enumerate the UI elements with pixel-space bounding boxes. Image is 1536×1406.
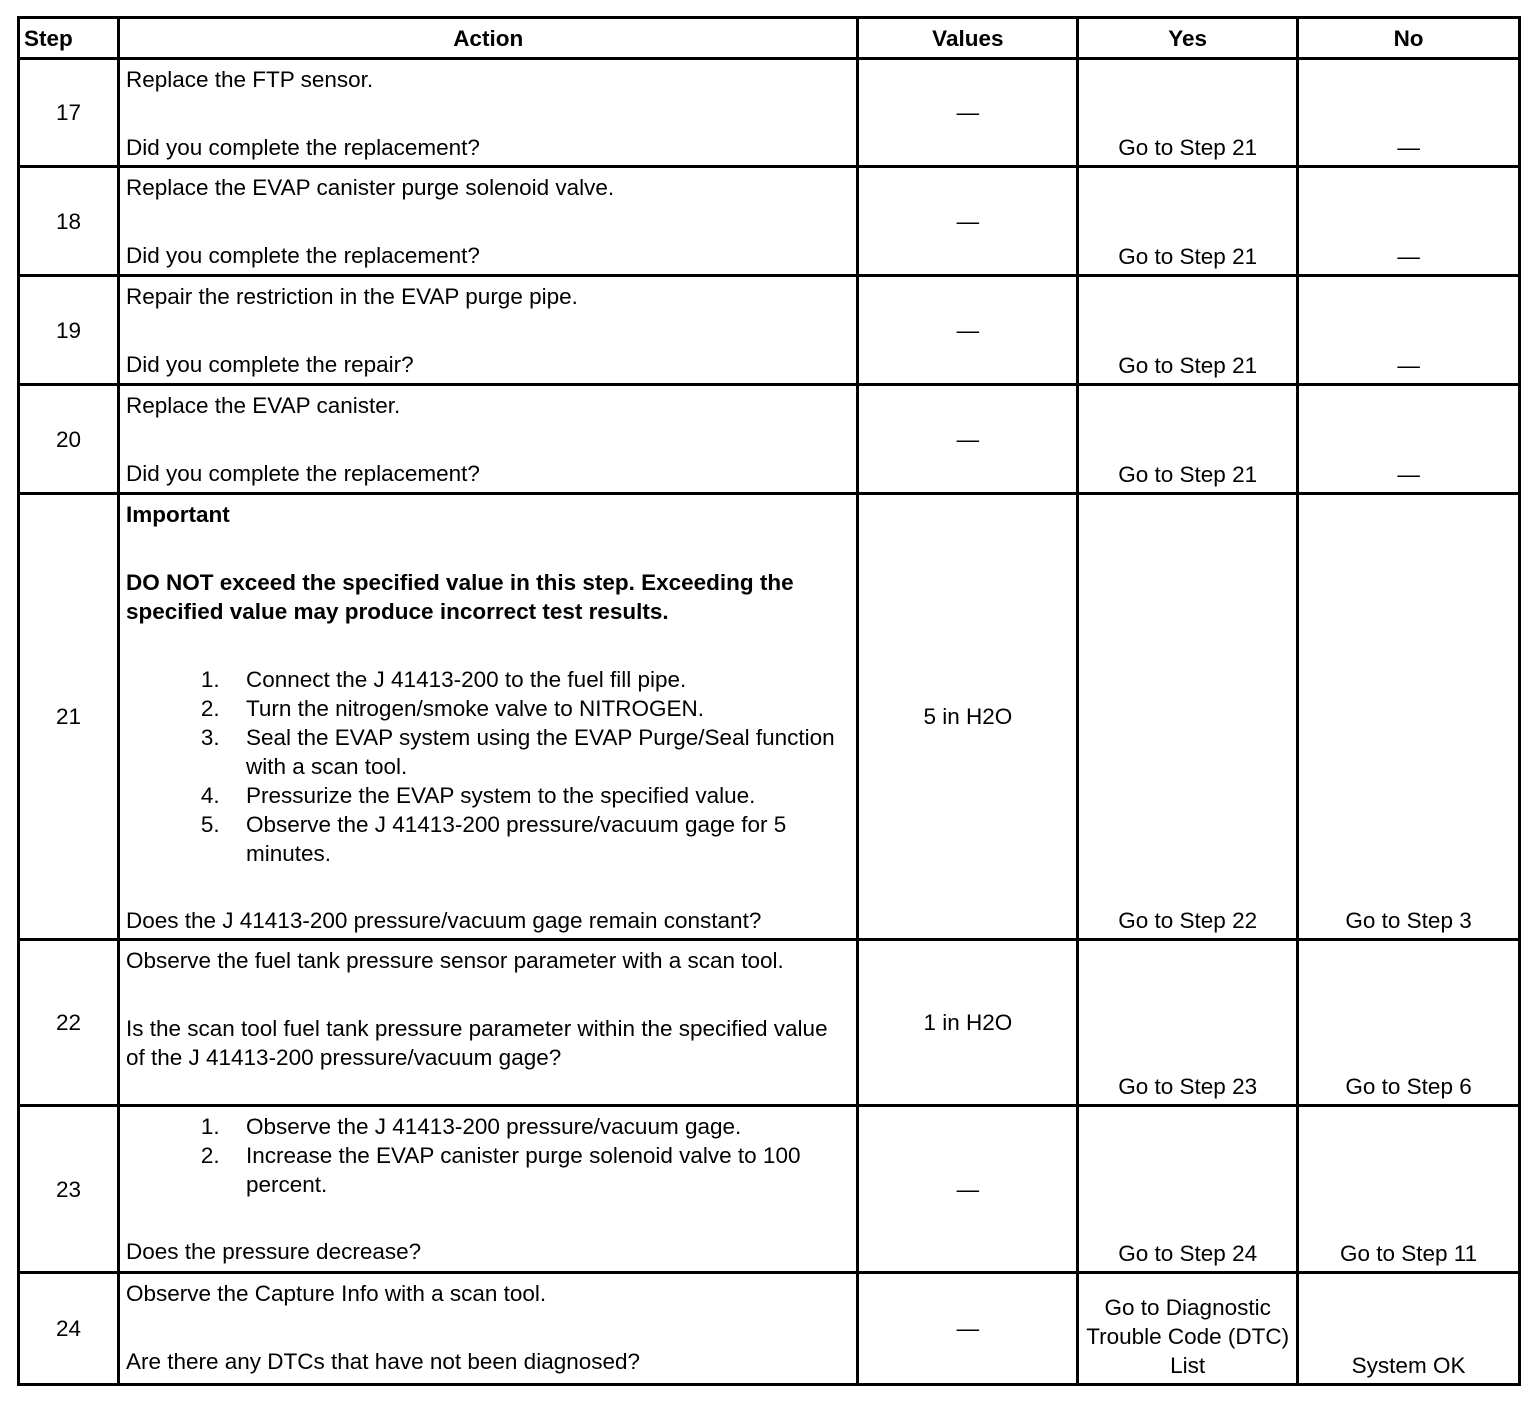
values-cell: — [858, 385, 1078, 494]
yes-cell: Go to Diagnostic Trouble Code (DTC) List [1078, 1273, 1298, 1385]
yes-cell: Go to Step 23 [1078, 940, 1298, 1106]
procedure-step: 3. Seal the EVAP system using the EVAP Purge/Seal function with a scan tool. [226, 723, 850, 781]
action-cell [118, 1273, 857, 1385]
table-row [19, 167, 1520, 276]
no-cell: Go to Step 3 [1298, 494, 1520, 940]
question-text: Are there any DTCs that have not been diagnosed? [125, 1349, 641, 1374]
procedure-step: 1. Observe the J 41413-200 pressure/vacuum gage. [226, 1112, 850, 1141]
procedure-step: 2. Turn the nitrogen/smoke valve to NITROGEN. [226, 694, 850, 723]
values-cell: 1 in H2O [858, 940, 1078, 1106]
values-cell: — [858, 1273, 1078, 1385]
yes-cell: Go to Step 21 [1078, 59, 1298, 167]
header-yes: Yes [1078, 18, 1298, 59]
values-cell: — [858, 276, 1078, 385]
table-row [19, 59, 1520, 167]
step-number: 19 [19, 276, 119, 385]
procedure-list [126, 1112, 850, 1199]
action-text: Observe the fuel tank pressure sensor parameter with a scan tool. [125, 948, 784, 973]
action-text: Repair the restriction in the EVAP purge pipe. [125, 284, 578, 309]
values-cell: — [858, 59, 1078, 167]
procedure-step: 4. Pressurize the EVAP system to the specified value. [226, 781, 850, 810]
no-cell: — [1298, 276, 1520, 385]
table-row [19, 276, 1520, 385]
action-cell [118, 276, 857, 385]
action-cell [118, 1106, 857, 1273]
table-row [19, 1106, 1520, 1273]
action-cell [118, 167, 857, 276]
step-number: 23 [19, 1106, 119, 1273]
yes-cell: Go to Step 21 [1078, 385, 1298, 494]
header-values: Values [858, 18, 1078, 59]
table-row [19, 940, 1520, 1106]
yes-cell: Go to Step 22 [1078, 494, 1298, 940]
action-text: Replace the EVAP canister purge solenoid valve. [125, 175, 615, 200]
question-text: Did you complete the repair? [125, 352, 414, 377]
yes-cell: Go to Step 24 [1078, 1106, 1298, 1273]
no-cell: — [1298, 385, 1520, 494]
no-cell: Go to Step 6 [1298, 940, 1520, 1106]
question-text: Did you complete the replacement? [125, 461, 480, 486]
question-text: Did you complete the replacement? [125, 243, 480, 268]
question-text: Does the pressure decrease? [125, 1239, 422, 1264]
yes-cell: Go to Step 21 [1078, 167, 1298, 276]
action-text: Observe the Capture Info with a scan tool. [125, 1281, 547, 1306]
procedure-step: 1. Connect the J 41413-200 to the fuel fill pipe. [226, 665, 850, 694]
no-cell: System OK [1298, 1273, 1520, 1385]
question-text: Did you complete the replacement? [125, 135, 480, 160]
question-text: Is the scan tool fuel tank pressure parameter within the specified value of the J 41413-200 pressure/vacuum gage? [125, 1016, 828, 1070]
header-no: No [1298, 18, 1520, 59]
procedure-step: 2. Increase the EVAP canister purge solenoid valve to 100 percent. [226, 1141, 850, 1199]
values-cell: 5 in H2O [858, 494, 1078, 940]
step-number: 21 [19, 494, 119, 940]
action-cell [118, 59, 857, 167]
step-number: 20 [19, 385, 119, 494]
values-cell: — [858, 1106, 1078, 1273]
action-text: Replace the EVAP canister. [125, 393, 401, 418]
action-cell [118, 940, 857, 1106]
no-cell: — [1298, 167, 1520, 276]
step-number: 18 [19, 167, 119, 276]
table-row [19, 494, 1520, 940]
important-label: Important [125, 502, 230, 527]
step-number: 17 [19, 59, 119, 167]
header-step: Step [19, 18, 119, 59]
warning-text: DO NOT exceed the specified value in this step. Exceeding the specified value may produce incorrect test results. [125, 570, 794, 624]
header-row [19, 18, 1520, 59]
no-cell: — [1298, 59, 1520, 167]
procedure-step: 5. Observe the J 41413-200 pressure/vacuum gage for 5 minutes. [226, 810, 850, 868]
procedure-list [126, 665, 850, 868]
step-number: 24 [19, 1273, 119, 1385]
step-number: 22 [19, 940, 119, 1106]
question-text: Does the J 41413-200 pressure/vacuum gage remain constant? [125, 908, 762, 933]
yes-cell: Go to Step 21 [1078, 276, 1298, 385]
action-cell [118, 385, 857, 494]
no-cell: Go to Step 11 [1298, 1106, 1520, 1273]
action-cell [118, 494, 857, 940]
diagnostic-table [17, 16, 1521, 1386]
table-row [19, 1273, 1520, 1385]
action-text: Replace the FTP sensor. [125, 67, 374, 92]
table-row [19, 385, 1520, 494]
header-action: Action [118, 18, 857, 59]
values-cell: — [858, 167, 1078, 276]
